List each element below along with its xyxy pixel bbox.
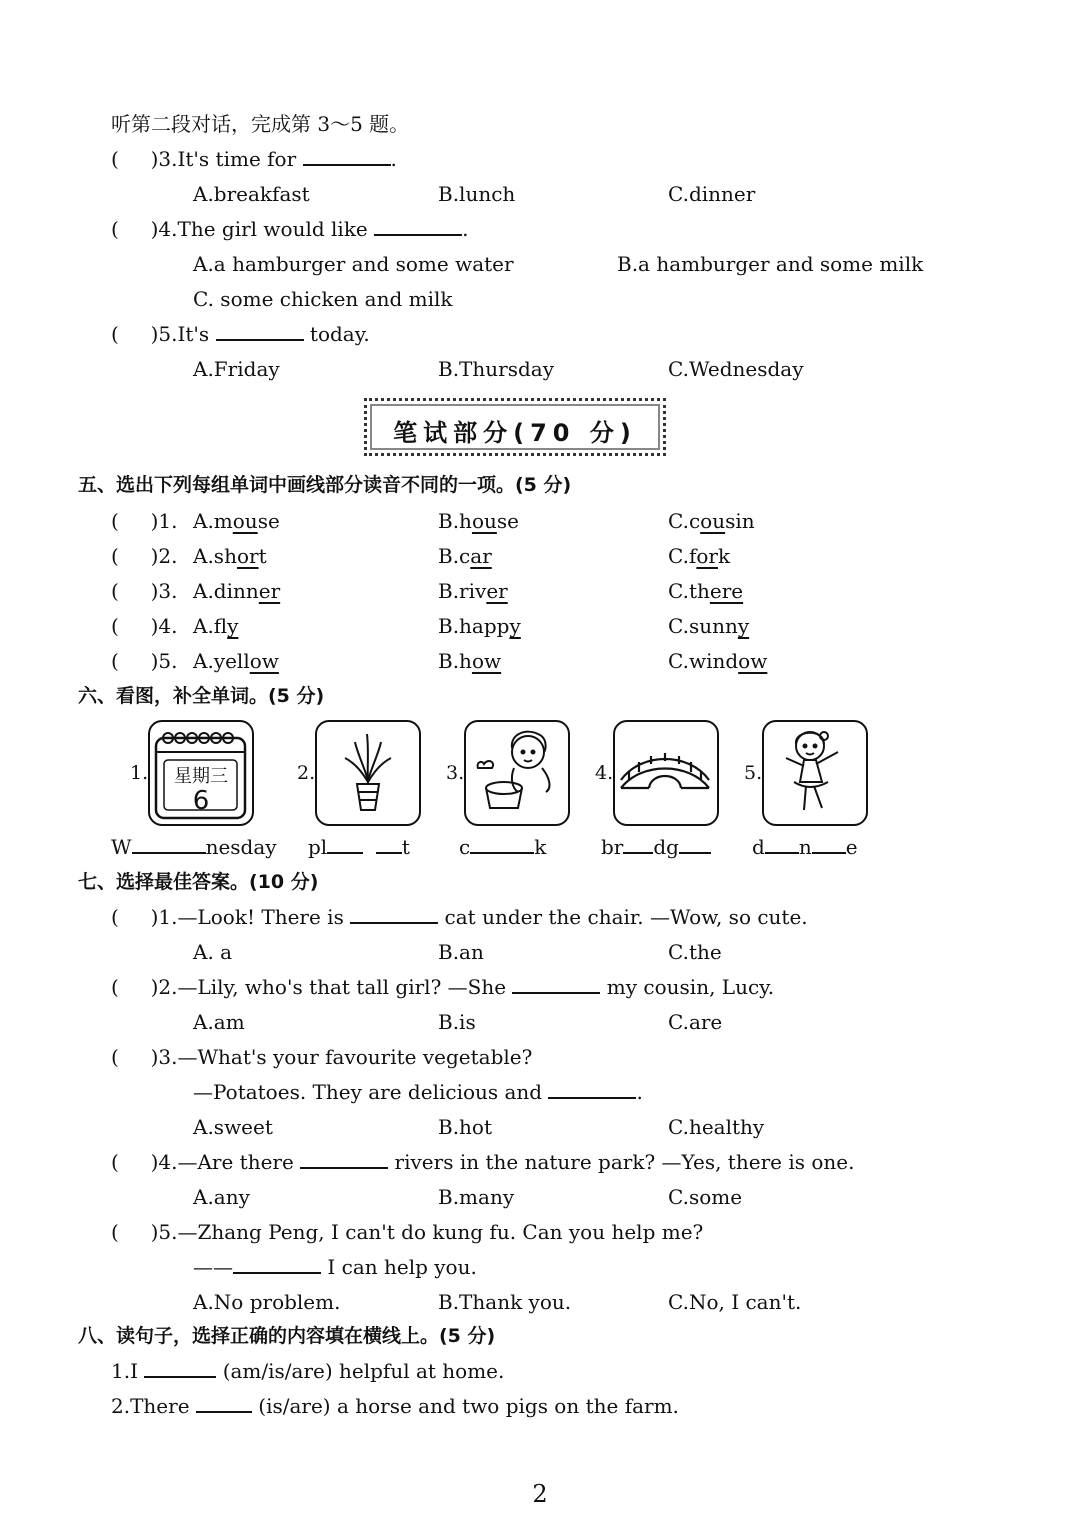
section8-title: 八、读句子，选择正确的内容填在横线上。(5 分) bbox=[78, 1325, 496, 1347]
option-c[interactable]: C.dinner bbox=[668, 182, 756, 206]
listening-q4-stem: ( )4.The girl would like . bbox=[111, 217, 469, 241]
word-completion-5: d n e bbox=[752, 835, 858, 859]
answer-blank[interactable] bbox=[548, 1079, 636, 1099]
question-7-4: ( )4.—Are there rivers in the nature park? —Yes, there is one. bbox=[111, 1150, 855, 1174]
answer-blank[interactable] bbox=[300, 1149, 388, 1169]
option-c[interactable]: C.some bbox=[668, 1185, 743, 1209]
answer-blank[interactable] bbox=[512, 974, 600, 994]
picture-number: 1. bbox=[130, 762, 149, 784]
option-a[interactable]: A.a hamburger and some water bbox=[193, 252, 514, 276]
page-number: 2 bbox=[532, 1480, 548, 1508]
answer-blank[interactable] bbox=[374, 216, 462, 236]
letter-blank[interactable] bbox=[679, 834, 711, 854]
dancer-icon bbox=[762, 720, 868, 826]
option-a[interactable]: A.Friday bbox=[193, 357, 280, 381]
listening-intro: 听第二段对话，完成第 3～5 题。 bbox=[111, 112, 410, 136]
option-b[interactable]: B.house bbox=[438, 509, 519, 533]
question-7-3: ( )3.—What's your favourite vegetable? bbox=[111, 1045, 533, 1069]
option-b[interactable]: B.hot bbox=[438, 1115, 493, 1139]
question-row: ( )1. bbox=[111, 509, 178, 533]
listening-q5-stem: ( )5.It's today. bbox=[111, 322, 370, 346]
picture-number: 3. bbox=[446, 762, 465, 784]
answer-blank[interactable] bbox=[144, 1358, 216, 1378]
written-section-banner: 笔试部分(70 分) bbox=[364, 398, 666, 456]
letter-blank[interactable] bbox=[470, 834, 534, 854]
option-b[interactable]: B.Thank you. bbox=[438, 1290, 572, 1314]
question-row: ( )3. bbox=[111, 579, 178, 603]
question-row: ( )5. bbox=[111, 649, 178, 673]
answer-blank[interactable] bbox=[233, 1254, 321, 1274]
option-b[interactable]: B.a hamburger and some milk bbox=[617, 252, 924, 276]
question-7-5-reply: —— I can help you. bbox=[193, 1255, 477, 1279]
option-b[interactable]: B.many bbox=[438, 1185, 515, 1209]
word-completion-4: br dg bbox=[601, 834, 711, 860]
option-c[interactable]: C.there bbox=[668, 579, 744, 603]
calendar-icon: 星期三 6 bbox=[148, 720, 254, 826]
question-7-2: ( )2.—Lily, who's that tall girl? —She my cousin, Lucy. bbox=[111, 975, 775, 999]
letter-blank[interactable] bbox=[132, 834, 206, 854]
answer-blank[interactable] bbox=[216, 321, 304, 341]
option-a[interactable]: A.fly bbox=[193, 614, 239, 638]
option-a[interactable]: A.short bbox=[193, 544, 267, 568]
option-c[interactable]: C.Wednesday bbox=[668, 357, 804, 381]
plant-icon bbox=[315, 720, 421, 826]
option-b[interactable]: B.Thursday bbox=[438, 357, 555, 381]
picture-number: 4. bbox=[595, 762, 614, 784]
option-a[interactable]: A.am bbox=[193, 1010, 245, 1034]
bridge-icon bbox=[613, 720, 719, 826]
section6-title: 六、看图，补全单词。(5 分) bbox=[78, 685, 325, 707]
sentence-2: 2.There (is/are) a horse and two pigs on the farm. bbox=[111, 1394, 679, 1418]
cooking-icon bbox=[464, 720, 570, 826]
option-c[interactable]: C.No, I can't. bbox=[668, 1290, 802, 1314]
answer-blank[interactable] bbox=[303, 146, 391, 166]
option-a[interactable]: A.breakfast bbox=[193, 182, 310, 206]
question-row: ( )2. bbox=[111, 544, 178, 568]
option-a[interactable]: A.any bbox=[193, 1185, 250, 1209]
question-7-3-reply: —Potatoes. They are delicious and . bbox=[193, 1080, 643, 1104]
option-b[interactable]: B.lunch bbox=[438, 182, 516, 206]
word-completion-3: c k bbox=[459, 835, 547, 859]
sentence-1: 1.I (am/is/are) helpful at home. bbox=[111, 1359, 505, 1383]
option-a[interactable]: A.mouse bbox=[193, 509, 280, 533]
letter-blank[interactable] bbox=[327, 834, 363, 854]
option-b[interactable]: B.an bbox=[438, 940, 484, 964]
option-b[interactable]: B.how bbox=[438, 649, 502, 673]
word-completion-1: W nesday bbox=[111, 835, 277, 859]
option-b[interactable]: B.is bbox=[438, 1010, 476, 1034]
question-7-5: ( )5.—Zhang Peng, I can't do kung fu. Can you help me? bbox=[111, 1220, 704, 1244]
question-7-1: ( )1.—Look! There is cat under the chair. —Wow, so cute. bbox=[111, 905, 808, 929]
letter-blank[interactable] bbox=[376, 834, 402, 854]
option-a[interactable]: A. a bbox=[193, 940, 233, 964]
option-c[interactable]: C.cousin bbox=[668, 509, 755, 533]
option-c[interactable]: C.are bbox=[668, 1010, 723, 1034]
answer-blank[interactable] bbox=[350, 904, 438, 924]
listening-q3-stem: ( )3.It's time for . bbox=[111, 147, 397, 171]
letter-blank[interactable] bbox=[623, 834, 653, 854]
question-row: ( )4. bbox=[111, 614, 178, 638]
picture-number: 2. bbox=[297, 762, 316, 784]
option-a[interactable]: A.yellow bbox=[193, 649, 279, 673]
option-c[interactable]: C.sunny bbox=[668, 614, 750, 638]
option-a[interactable]: A.No problem. bbox=[193, 1290, 341, 1314]
option-a[interactable]: A.sweet bbox=[193, 1115, 273, 1139]
section7-title: 七、选择最佳答案。(10 分) bbox=[78, 871, 319, 893]
option-b[interactable]: B.river bbox=[438, 579, 508, 603]
letter-blank[interactable] bbox=[765, 834, 799, 854]
answer-blank[interactable] bbox=[196, 1393, 252, 1413]
word-completion-2: pl t bbox=[308, 835, 410, 859]
option-b[interactable]: B.car bbox=[438, 544, 492, 568]
option-b[interactable]: B.happy bbox=[438, 614, 521, 638]
option-a[interactable]: A.dinner bbox=[193, 579, 281, 603]
option-c[interactable]: C. some chicken and milk bbox=[193, 287, 453, 311]
letter-blank[interactable] bbox=[812, 834, 846, 854]
picture-number: 5. bbox=[744, 762, 763, 784]
option-c[interactable]: C.fork bbox=[668, 544, 731, 568]
option-c[interactable]: C.window bbox=[668, 649, 768, 673]
section5-title: 五、选出下列每组单词中画线部分读音不同的一项。(5 分) bbox=[78, 474, 572, 496]
option-c[interactable]: C.healthy bbox=[668, 1115, 765, 1139]
option-c[interactable]: C.the bbox=[668, 940, 722, 964]
